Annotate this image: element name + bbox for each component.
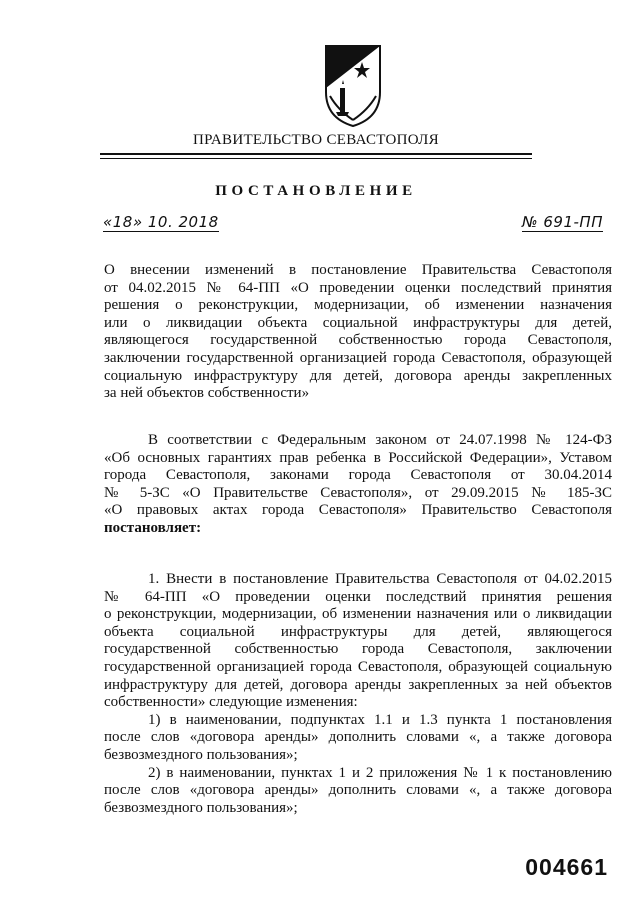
item-1-line: государственной собственностью города Севастополя, заключении [104, 641, 612, 658]
item-1-line: о реконструкции, модернизации, об изменении назначения или о ликвидации [104, 606, 612, 623]
subitem-2-line: безвозмездного пользования»; [104, 799, 298, 816]
preamble-line: «Об основных гарантиях прав ребенка в Российской Федерации», Уставом [104, 449, 612, 466]
subject-line: социальную инфраструктуру для детей, договора аренды закрепленных [104, 367, 612, 384]
preamble-line: № 5-ЗС «О Правительстве Севастополя», от 29.09.2015 № 185-ЗС [104, 484, 612, 501]
item-1-line: объекта социальной инфраструктуры для детей, являющегося [104, 623, 612, 640]
item-1-block [104, 571, 612, 817]
document-date [103, 213, 219, 232]
item-1-line: собственности» следующие изменения: [104, 694, 358, 711]
sevastopol-coat-of-arms-icon [318, 40, 388, 130]
preamble-line: «О правовых актах города Севастополя» Правительство Севастополя [104, 502, 612, 519]
subject-line: за ней объектов собственности» [104, 385, 310, 402]
document-type-title: ПОСТАНОВЛЕНИЕ [215, 183, 417, 199]
preamble-line: города Севастополя, законами города Севастополя от 30.04.2014 [104, 467, 612, 484]
preamble-block [104, 432, 612, 538]
preamble-line: В соответствии с Федеральным законом от 24.07.1998 № 124-ФЗ [148, 432, 612, 448]
date-value: «18» 10. 2018 [103, 213, 219, 231]
number-value: № 691-ПП [522, 213, 603, 231]
government-title: ПРАВИТЕЛЬСТВО СЕВАСТОПОЛЯ [193, 132, 439, 148]
item-1-line: инфраструктуру для детей, договора аренды закрепленных за ней объектов [104, 676, 612, 693]
subitem-1-line: безвозмездного пользования»; [104, 746, 298, 763]
subject-line: О внесении изменений в постановление Правительства Севастополя [104, 262, 612, 278]
subitem-1-line: после слов «договора аренды» дополнить словами «, а также договора [104, 729, 612, 746]
subitem-2-line: 2) в наименовании, пунктах 1 и 2 приложения № 1 к постановлению [148, 764, 612, 781]
resolution-word: постановляет: [104, 519, 202, 536]
item-1-line: 1. Внести в постановление Правительства Севастополя от 04.02.2015 [148, 571, 612, 587]
subitem-2-line: после слов «договора аренды» дополнить словами «, а также договора [104, 782, 612, 799]
subject-line: заключении государственной организацией города Севастополя, образующей [104, 349, 612, 366]
header-rule-thin [100, 158, 532, 159]
subject-line: или о ликвидации объекта социальной инфраструктуры для детей, [104, 314, 612, 331]
serial-number: 004661 [525, 854, 608, 880]
header-rule-thick [100, 153, 532, 155]
document-number [522, 213, 603, 232]
subject-line: являющегося государственной собственностью города Севастополя, [104, 332, 612, 349]
subject-block [104, 262, 612, 403]
subject-line: от 04.02.2015 № 64-ПП «О проведении оценки последствий принятия [104, 279, 612, 296]
item-1-line: государственной организацией города Севастополя, образующей социальную [104, 658, 612, 675]
item-1-line: № 64-ПП «О проведении оценки последствий принятия решения [104, 588, 612, 605]
subitem-1-line: 1) в наименовании, подпунктах 1.1 и 1.3 пункта 1 постановления [148, 711, 612, 728]
subject-line: решения о реконструкции, модернизации, об изменении назначения [104, 297, 612, 314]
